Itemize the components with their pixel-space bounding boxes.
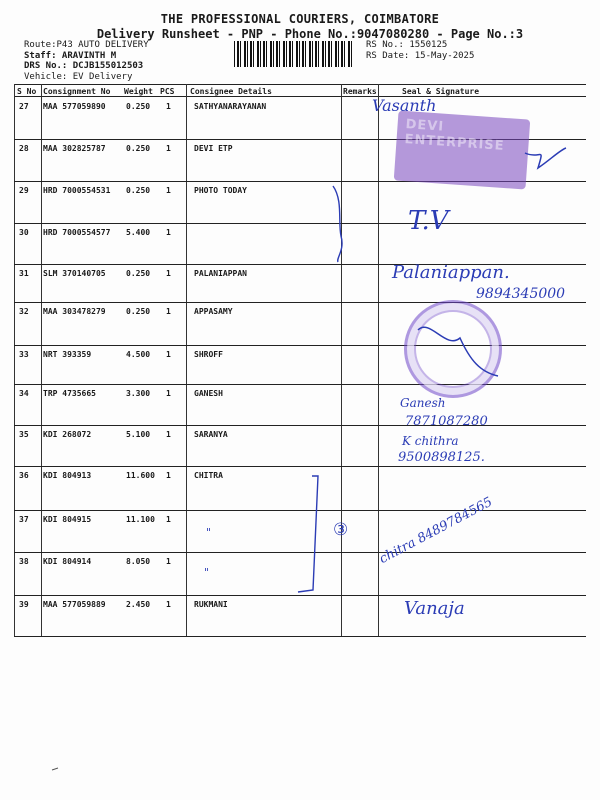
col-header-weight: Weight <box>124 87 153 96</box>
row-pcs: 1 <box>166 307 171 316</box>
signature-39: Vanaja <box>404 598 465 619</box>
row-sno: 27 <box>19 102 29 111</box>
row-sno: 28 <box>19 144 29 153</box>
col-header-remarks: Remarks <box>343 87 377 96</box>
row-consignment-no: KDI 268072 <box>43 430 92 439</box>
row-pcs: 1 <box>166 350 171 359</box>
row-consignee: SATHYANARAYANAN <box>194 102 267 111</box>
rs-number-label: RS No.: 1550125 <box>366 40 448 50</box>
row-consignee: CHITRA <box>194 471 223 480</box>
row-consignee: SARANYA <box>194 430 228 439</box>
row-weight: 0.250 <box>126 269 151 278</box>
row-consignee: DEVI ETP <box>194 144 233 153</box>
col-header-seal: Seal & Signature <box>402 87 480 96</box>
row-sno: 39 <box>19 600 29 609</box>
signature-31-name: Palaniappan. <box>392 262 510 283</box>
row-weight: 0.250 <box>126 102 151 111</box>
row-weight: 4.500 <box>126 350 151 359</box>
row-pcs: 1 <box>166 557 171 566</box>
row-consignment-no: TRP 4735665 <box>43 389 96 398</box>
row-consignee: GANESH <box>194 389 223 398</box>
row-sno: 37 <box>19 515 29 524</box>
row-sno: 32 <box>19 307 29 316</box>
row-consignment-no: KDI 804914 <box>43 557 92 566</box>
signature-34-phone: 7871087280 <box>405 414 488 429</box>
row-consignee: PHOTO TODAY <box>194 186 247 195</box>
row-pcs: 1 <box>166 144 171 153</box>
row-consignment-no: HRD 7000554577 <box>43 228 111 237</box>
row-sno: 31 <box>19 269 29 278</box>
row-pcs: 1 <box>166 228 171 237</box>
row-consignment-no: HRD 7000554531 <box>43 186 111 195</box>
row-sno: 38 <box>19 557 29 566</box>
row-pcs: 1 <box>166 102 171 111</box>
row-pcs: 1 <box>166 600 171 609</box>
row-consignment-no: MAA 577059890 <box>43 102 106 111</box>
row-consignee: PALANIAPPAN <box>194 269 247 278</box>
vehicle-label: Vehicle: EV Delivery <box>24 71 133 82</box>
staff-label: Staff: ARAVINTH M <box>24 50 117 61</box>
row-consignment-no: KDI 804915 <box>43 515 92 524</box>
remark-circled-three: ③ <box>333 520 349 540</box>
row-consignee: SHROFF <box>194 350 223 359</box>
row-sno: 36 <box>19 471 29 480</box>
row-weight: 11.600 <box>126 471 155 480</box>
row-sno: 34 <box>19 389 29 398</box>
row-weight: 0.250 <box>126 186 151 195</box>
ditto-mark-37: " <box>206 526 212 539</box>
runsheet-subtitle: Delivery Runsheet - PNP - Phone No.:9047080280 - Page No.:3 <box>96 27 524 41</box>
row-weight: 0.250 <box>126 144 151 153</box>
row-pcs: 1 <box>166 389 171 398</box>
company-title: THE PROFESSIONAL COURIERS, COIMBATORE <box>160 12 440 26</box>
signature-34-name: Ganesh <box>400 396 446 410</box>
col-header-sno: S No <box>17 87 37 96</box>
row-sno: 35 <box>19 430 29 439</box>
row-consignment-no: MAA 577059889 <box>43 600 106 609</box>
row-sno: 33 <box>19 350 29 359</box>
signature-30: T.V <box>408 206 449 236</box>
row-pcs: 1 <box>166 515 171 524</box>
signature-31-phone: 9894345000 <box>476 286 566 302</box>
route-label: Route:P43 AUTO DELIVERY <box>24 40 149 50</box>
row-weight: 5.100 <box>126 430 151 439</box>
row-consignee: APPASAMY <box>194 307 233 316</box>
col-header-consignee: Consignee Details <box>190 87 272 96</box>
row-pcs: 1 <box>166 471 171 480</box>
rs-date-label: RS Date: 15-May-2025 <box>366 50 475 61</box>
signature-38: chitra 8489784565 <box>376 494 496 567</box>
col-header-consignment: Consignment No <box>43 87 111 96</box>
row-sno: 30 <box>19 228 29 237</box>
signature-35-phone: 9500898125. <box>398 450 485 465</box>
row-weight: 11.100 <box>126 515 155 524</box>
row-consignee: RUKMANI <box>194 600 228 609</box>
signature-27: Vasanth <box>372 96 437 115</box>
row-consignment-no: MAA 303478279 <box>43 307 106 316</box>
row-consignment-no: NRT 393359 <box>43 350 92 359</box>
drs-label: DRS No.: DCJB155012503 <box>24 61 144 71</box>
signature-35-name: K chithra <box>402 434 459 448</box>
row-weight: 8.050 <box>126 557 151 566</box>
row-consignment-no: KDI 804913 <box>43 471 92 480</box>
row-consignment-no: SLM 370140705 <box>43 269 106 278</box>
ditto-mark-38: " <box>204 566 210 579</box>
row-consignment-no: MAA 302825787 <box>43 144 106 153</box>
row-weight: 2.450 <box>126 600 151 609</box>
row-weight: 0.250 <box>126 307 151 316</box>
row-pcs: 1 <box>166 269 171 278</box>
row-weight: 5.400 <box>126 228 151 237</box>
row-pcs: 1 <box>166 186 171 195</box>
row-pcs: 1 <box>166 430 171 439</box>
col-header-pcs: PCS <box>160 87 175 96</box>
stamp-text: DEVI ENTERPRISE <box>404 117 506 154</box>
row-sno: 29 <box>19 186 29 195</box>
row-weight: 3.300 <box>126 389 151 398</box>
